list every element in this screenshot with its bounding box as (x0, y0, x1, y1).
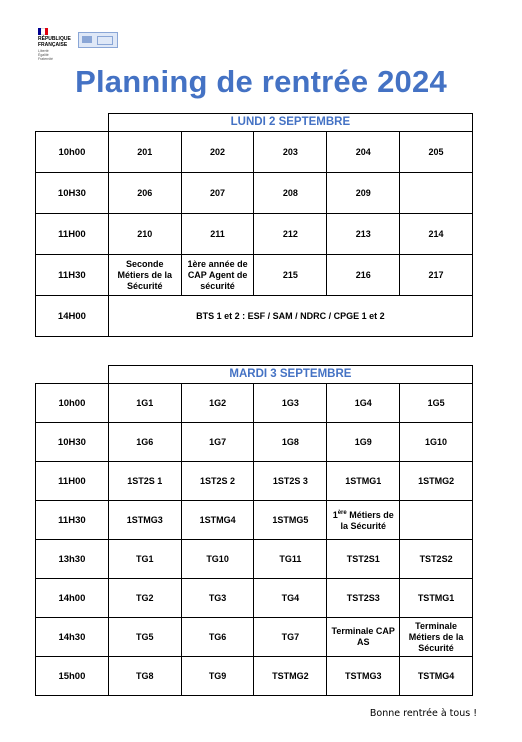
day-label-monday: LUNDI 2 SEPTEMBRE (108, 114, 472, 132)
class-cell: 1STMG2 (400, 462, 473, 501)
cell-rest: Métiers de la Sécurité (340, 510, 394, 531)
table-row (36, 296, 473, 337)
time-cell: 11H00 (36, 214, 109, 255)
bts-cell: BTS 1 et 2 : ESF / SAM / NDRC / CPGE 1 et 2 (108, 296, 472, 337)
class-cell: TG8 (108, 657, 181, 696)
corner-cell (36, 366, 109, 384)
class-cell: 1G10 (400, 423, 473, 462)
class-cell: 1STMG1 (327, 462, 400, 501)
time-cell: 11H30 (36, 255, 109, 296)
class-cell: 206 (108, 173, 181, 214)
school-logo-icon (78, 32, 118, 48)
class-cell: 1G1 (108, 384, 181, 423)
class-cell: TG5 (108, 618, 181, 657)
class-cell: TG4 (254, 579, 327, 618)
class-cell: 215 (254, 255, 327, 296)
time-cell: 11H30 (36, 501, 109, 540)
class-cell: 203 (254, 132, 327, 173)
class-cell: 201 (108, 132, 181, 173)
class-cell: 1STMG4 (181, 501, 254, 540)
flag-icon (38, 28, 48, 35)
class-cell: 1G4 (327, 384, 400, 423)
class-cell: 217 (400, 255, 473, 296)
table-row (36, 462, 473, 501)
class-cell: TG11 (254, 540, 327, 579)
class-cell: TST2S3 (327, 579, 400, 618)
table-row (36, 214, 473, 255)
class-cell: 207 (181, 173, 254, 214)
class-cell: 212 (254, 214, 327, 255)
class-cell: 214 (400, 214, 473, 255)
class-cell: TST2S2 (400, 540, 473, 579)
class-cell: 202 (181, 132, 254, 173)
page-title: Planning de rentrée 2024 (75, 64, 447, 99)
class-cell: 211 (181, 214, 254, 255)
time-cell: 10H30 (36, 423, 109, 462)
time-cell: 13h30 (36, 540, 109, 579)
class-cell: 1ST2S 1 (108, 462, 181, 501)
class-cell: TG10 (181, 540, 254, 579)
time-cell: 14h00 (36, 579, 109, 618)
class-cell: TSTMG2 (254, 657, 327, 696)
table-row (36, 384, 473, 423)
table-row (36, 579, 473, 618)
schedule-table-monday (35, 113, 473, 337)
class-cell: TSTMG1 (400, 579, 473, 618)
class-cell: 210 (108, 214, 181, 255)
class-cell: 204 (327, 132, 400, 173)
time-cell: 10h00 (36, 132, 109, 173)
time-cell: 10H30 (36, 173, 109, 214)
time-cell: 15h00 (36, 657, 109, 696)
class-cell: 1G8 (254, 423, 327, 462)
corner-cell (36, 114, 109, 132)
table-row (36, 618, 473, 657)
cell-prefix: 1 (332, 510, 338, 520)
time-cell: 11H00 (36, 462, 109, 501)
table-row (36, 657, 473, 696)
class-cell: 1G3 (254, 384, 327, 423)
class-cell: TG9 (181, 657, 254, 696)
table-row (36, 255, 473, 296)
time-cell: 14H00 (36, 296, 109, 337)
class-cell: 209 (327, 173, 400, 214)
class-cell: Terminale Métiers de la Sécurité (400, 618, 473, 657)
class-cell: TG3 (181, 579, 254, 618)
class-cell: 1G6 (108, 423, 181, 462)
table-row (36, 132, 473, 173)
class-cell: 208 (254, 173, 327, 214)
class-cell: TST2S1 (327, 540, 400, 579)
class-cell: TSTMG4 (400, 657, 473, 696)
time-cell: 10h00 (36, 384, 109, 423)
class-cell: 1ST2S 2 (181, 462, 254, 501)
cell-superscript: ère (337, 510, 347, 516)
table-row (36, 540, 473, 579)
class-cell-metiers-securite (327, 501, 400, 540)
class-cell: 1ST2S 3 (254, 462, 327, 501)
class-cell: 1G9 (327, 423, 400, 462)
footer-message: Bonne rentrée à tous ! (369, 708, 477, 719)
table-row (36, 173, 473, 214)
class-cell: 216 (327, 255, 400, 296)
org-name: RÉPUBLIQUE FRANÇAISE (38, 36, 71, 48)
day-label-tuesday: MARDI 3 SEPTEMBRE (108, 366, 472, 384)
class-cell (400, 173, 473, 214)
schedule-table-tuesday (35, 365, 473, 696)
class-cell: Seconde Métiers de la Sécurité (108, 255, 181, 296)
class-cell: 1STMG5 (254, 501, 327, 540)
class-cell (400, 501, 473, 540)
table-header-row (36, 366, 473, 384)
class-cell: TG2 (108, 579, 181, 618)
class-cell: 213 (327, 214, 400, 255)
org-motto: Liberté Égalité Fraternité (38, 49, 53, 61)
class-cell: Terminale CAP AS (327, 618, 400, 657)
class-cell: TSTMG3 (327, 657, 400, 696)
class-cell: 1STMG3 (108, 501, 181, 540)
class-cell: TG6 (181, 618, 254, 657)
class-cell: TG7 (254, 618, 327, 657)
class-cell: 1G7 (181, 423, 254, 462)
republique-francaise-logo (38, 28, 128, 62)
class-cell: 1ère année de CAP Agent de sécurité (181, 255, 254, 296)
table-row (36, 501, 473, 540)
class-cell: 205 (400, 132, 473, 173)
class-cell: 1G5 (400, 384, 473, 423)
class-cell: TG1 (108, 540, 181, 579)
class-cell: 1G2 (181, 384, 254, 423)
table-row (36, 423, 473, 462)
time-cell: 14h30 (36, 618, 109, 657)
table-header-row (36, 114, 473, 132)
